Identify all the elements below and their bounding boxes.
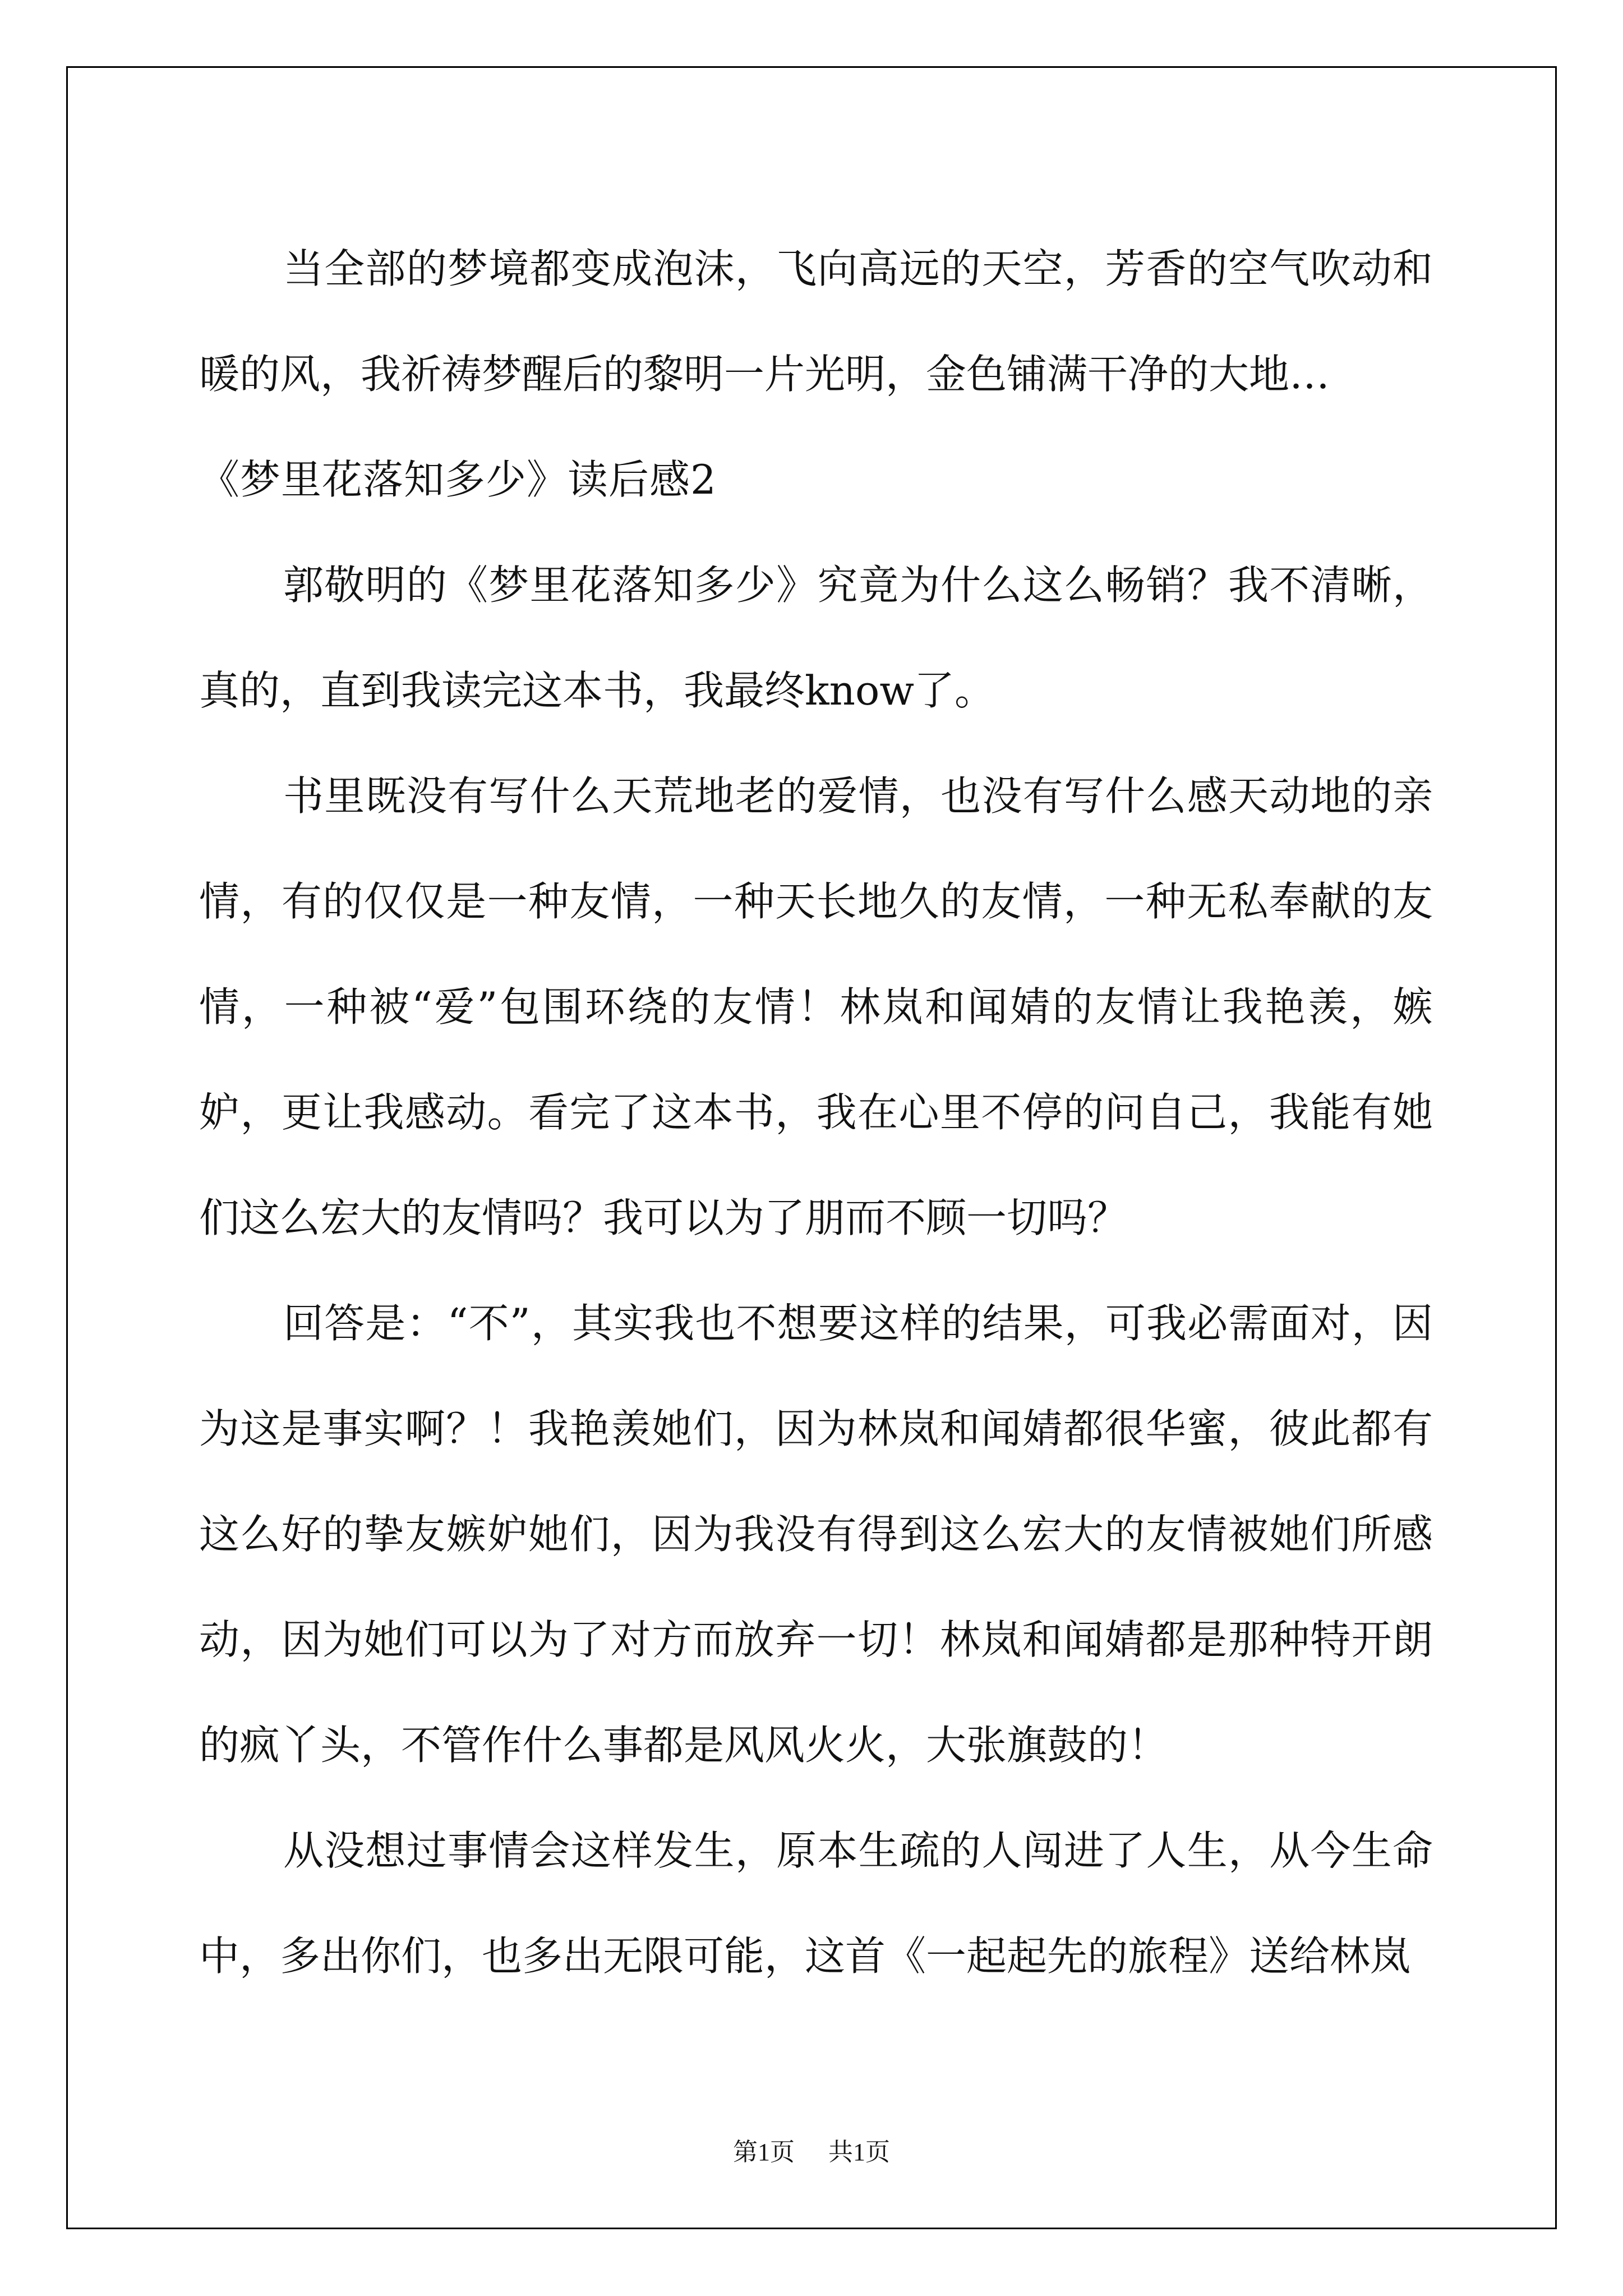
document-body xyxy=(199,216,1433,2009)
page-total: 共1页 xyxy=(828,2138,890,2166)
paragraph-dream-ending: 当全部的梦境都变成泡沫，飞向高远的天空，芳香的空气吹动和暖的风，我祈祷梦醒后的黎明一片光明，金色铺满干净的大地… xyxy=(199,245,1433,398)
paragraph-friendship: 书里既没有写什么天荒地老的爱情，也没有写什么感天动地的亲情，有的仅仅是一种友情，一种天长地久的友情，一种无私奉献的友情，一种被“爱”包围环绕的友情！林岚和闻婧的友情让我艳羡，嫉妒，更让我感动。看完了这本书，我在心里不停的问自己，我能有她们这么宏大的友情吗？我可以为了朋而不顾一切吗？ xyxy=(199,772,1433,1241)
paragraph-journey: 从没想过事情会这样发生，原本生疏的人闯进了人生，从今生命中，多出你们，也多出无限可能，这首《一起起先的旅程》送给林岚 xyxy=(199,1827,1433,1980)
section-title: 《梦里花落知多少》读后感2 xyxy=(199,456,717,503)
page-footer xyxy=(0,2132,1623,2168)
page-number: 第1页 xyxy=(733,2138,795,2166)
paragraph-answer: 回答是：“不”，其实我也不想要这样的结果，可我必需面对，因为这是事实啊？！我艳羡她们，因为林岚和闻婧都很华蜜，彼此都有这么好的挚友嫉妒她们，因为我没有得到这么宏大的友情被她们所感动，因为她们可以为了对方而放弃一切！林岚和闻婧都是那种特开朗的疯丫头，不管作什么事都是风风火火，大张旗鼓的！ xyxy=(199,1300,1433,1769)
paragraph-intro: 郭敬明的《梦里花落知多少》究竟为什么这么畅销？我不清晰，真的，直到我读完这本书，我最终know了。 xyxy=(199,562,1433,714)
